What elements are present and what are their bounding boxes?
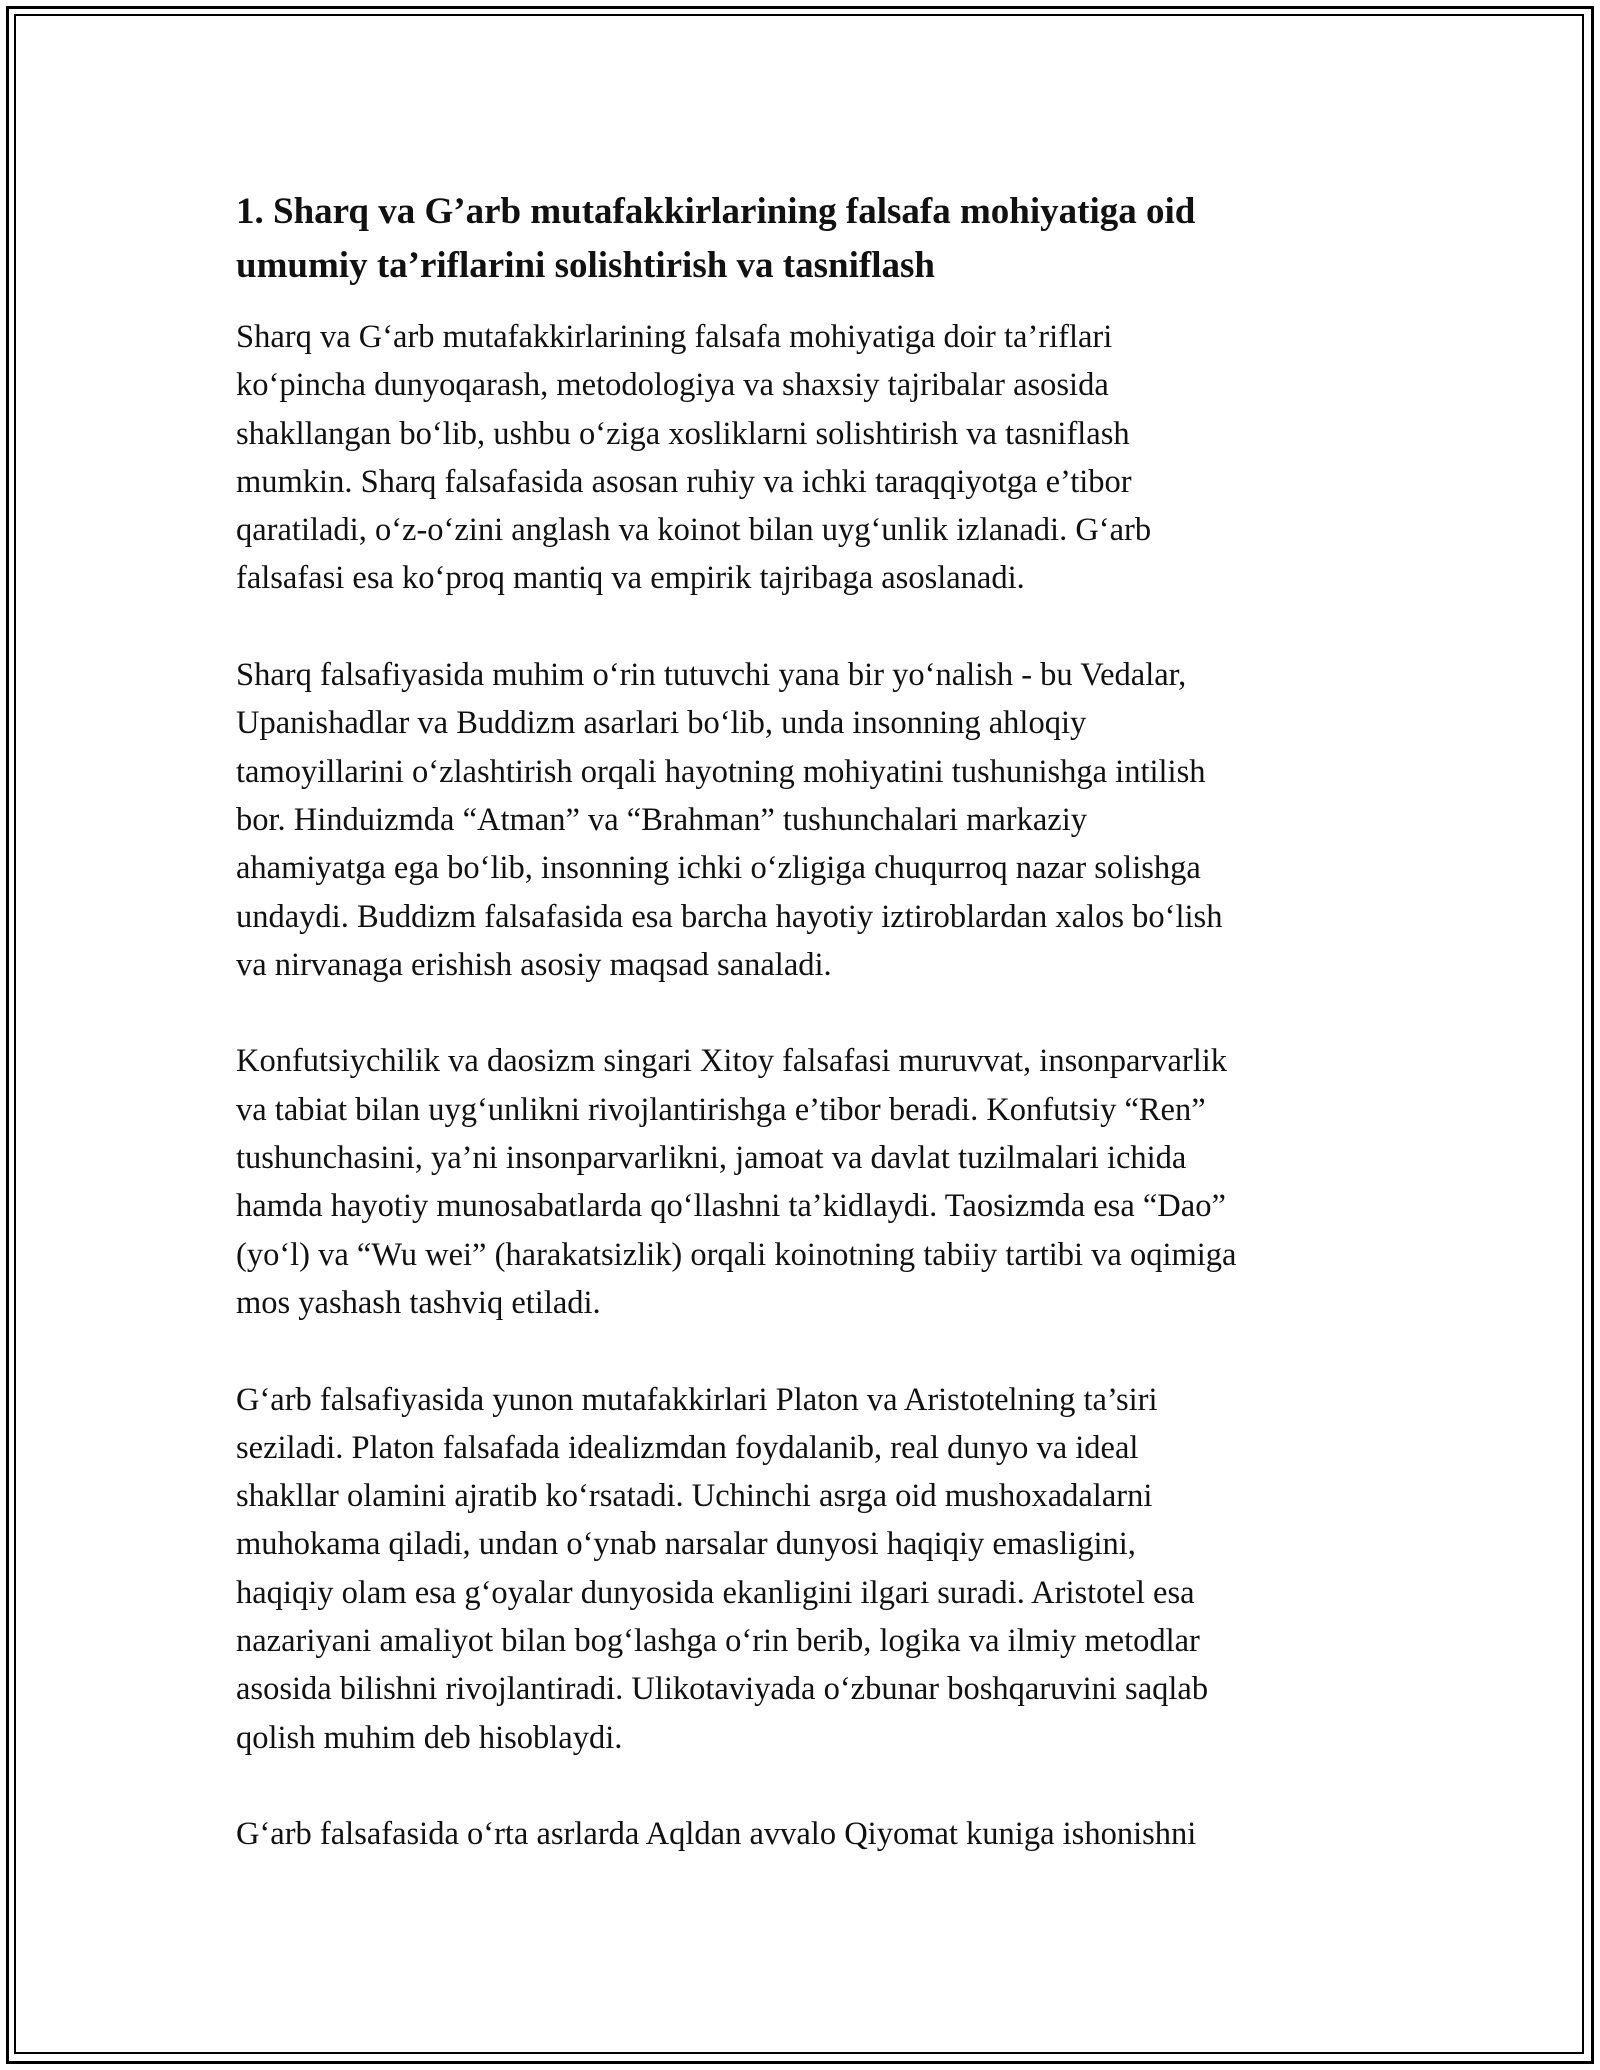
text-line: Sharq va G‘arb mutafakkirlarining falsafa mohiyatiga doir ta’riflari	[236, 319, 1113, 355]
text-line: G‘arb falsafasida o‘rta asrlarda Aqldan avvalo Qiyomat kuniga ishonishni	[236, 1816, 1197, 1853]
text-line: Upanishadlar va Buddizm asarlari bo‘lib, unda insonning ahloqiy	[236, 705, 1087, 742]
text-line: Sharq falsafiyasida muhim o‘rin tutuvchi yana bir yo‘nalish - bu Vedalar,	[236, 657, 1187, 694]
text-line: haqiqiy olam esa g‘oyalar dunyosida ekanligini ilgari suradi. Aristotel esa	[236, 1574, 1195, 1611]
text-line: falsafasi esa ko‘proq mantiq va empirik tajribaga asoslanadi.	[236, 560, 1025, 597]
text-line: shakllar olamini ajratib ko‘rsatadi. Uchinchi asrga oid mushoxadalarni	[236, 1478, 1153, 1515]
text-line: ahamiyatga ega bo‘lib, insonning ichki o‘zligiga chuqurroq nazar solishga	[236, 850, 1201, 887]
text-line: mos yashash tashviq etiladi.	[236, 1284, 601, 1321]
text-line: (yo‘l) va “Wu wei” (harakatsizlik) orqali koinotning tabiiy tartibi va oqimiga	[236, 1236, 1237, 1273]
text-line: Konfutsiychilik va daosizm singari Xitoy falsafasi muruvvat, insonparvarlik	[236, 1043, 1228, 1080]
heading-line: umumiy ta’riflarini solishtirish va tasniflash	[236, 245, 935, 286]
text-line: tushunchasini, ya’ni insonparvarlikni, jamoat va davlat tuzilmalari ichida	[236, 1140, 1187, 1177]
document-body	[236, 185, 1386, 1907]
text-line: undaydi. Buddizm falsafasida esa barcha hayotiy iztiroblardan xalos bo‘lish	[236, 898, 1223, 935]
paragraph	[236, 1376, 1386, 1762]
text-line: asosida bilishni rivojlantiradi. Ulikotaviyada o‘zbunar boshqaruvini saqlab	[236, 1671, 1209, 1708]
text-line: tamoyillarini o‘zlashtirish orqali hayotning mohiyatini tushunishga intilish	[236, 753, 1206, 790]
paragraph	[236, 1037, 1386, 1327]
text-line: bor. Hinduizmda “Atman” va “Brahman” tushunchalari markaziy	[236, 801, 1088, 838]
heading-line: 1. Sharq va G’arb mutafakkirlarining falsafa mohiyatiga oid	[236, 191, 1196, 232]
text-line: hamda hayotiy munosabatlarda qo‘llashni ta’kidlaydi. Taosizmda esa “Dao”	[236, 1188, 1226, 1225]
text-line: seziladi. Platon falsafada idealizmdan foydalanib, real dunyo va ideal	[236, 1429, 1139, 1466]
text-line: shakllangan bo‘lib, ushbu o‘ziga xosliklarni solishtirish va tasniflash	[236, 415, 1130, 452]
text-line: mumkin. Sharq falsafasida asosan ruhiy va ichki taraqqiyotga e’tibor	[236, 463, 1132, 500]
section-heading	[236, 185, 1386, 293]
text-line: va nirvanaga erishish asosiy maqsad sanaladi.	[236, 946, 832, 983]
text-line: G‘arb falsafiyasida yunon mutafakkirlari Platon va Aristotelning ta’siri	[236, 1381, 1158, 1418]
text-line: va tabiat bilan uyg‘unlikni rivojlantirishga e’tibor beradi. Konfutsiy “Ren”	[236, 1091, 1206, 1128]
text-line: nazariyani amaliyot bilan bog‘lashga o‘rin berib, logika va ilmiy metodlar	[236, 1623, 1200, 1660]
paragraph	[236, 1810, 1386, 1858]
text-line: muhokama qiladi, undan o‘ynab narsalar dunyosi haqiqiy emasligini,	[236, 1526, 1136, 1563]
text-line: qaratiladi, o‘z-o‘zini anglash va koinot bilan uyg‘unlik izlanadi. G‘arb	[236, 512, 1152, 549]
text-line: ko‘pincha dunyoqarash, metodologiya va shaxsiy tajribalar asosida	[236, 367, 1109, 404]
paragraph	[236, 651, 1386, 989]
paragraph	[236, 313, 1386, 603]
text-line: qolish muhim deb hisoblaydi.	[236, 1719, 623, 1756]
